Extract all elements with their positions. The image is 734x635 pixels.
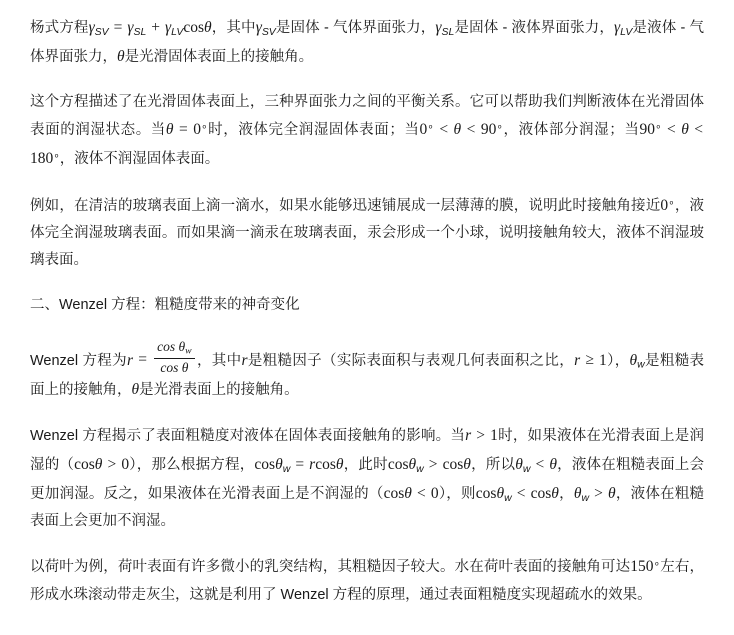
text-run: 是光滑表面上的接触角。	[139, 381, 299, 398]
math-subscript: SL	[133, 26, 147, 38]
math-relation: >	[590, 484, 607, 502]
text-run: Wenzel 方程为	[30, 352, 127, 369]
math-relation: =	[133, 351, 152, 369]
math-operator-name: 90	[639, 121, 655, 139]
math-subscript: SV	[261, 26, 276, 38]
fraction-denominator: cos θ	[160, 359, 189, 375]
math-operator-name: cos	[183, 19, 205, 36]
math-symbol: θ	[551, 484, 559, 502]
math-symbol: θ	[629, 351, 638, 369]
math-subscript: SV	[94, 26, 109, 38]
math-subscript: w	[282, 463, 291, 475]
text-run: ，	[558, 485, 574, 502]
math-relation: <	[462, 121, 480, 139]
math-operator-name: 150	[630, 558, 654, 576]
math-symbol: θ	[165, 121, 174, 139]
text-run: ，其中	[196, 352, 242, 369]
text-run: 是粗糙因子（实际表面积与表观几何表面积之比，	[247, 352, 575, 369]
math-operator-name: cos	[475, 484, 497, 502]
paragraph-young-equation	[30, 14, 704, 71]
text-run: 二、Wenzel 方程：粗糙度带来的神奇变化	[30, 296, 300, 313]
math-subscript: w	[581, 492, 590, 504]
math-symbol: γ	[613, 19, 621, 36]
math-symbol: θ	[573, 484, 582, 502]
math-symbol: θ	[94, 456, 103, 474]
text-run: ，液体完全润湿玻璃表面。而如果滴一滴汞在玻璃表面，汞会形成一个小球，说明接触角较大，液体不润湿玻璃表面。	[30, 197, 705, 268]
text-run: 是液体 - 气体界面张力，	[30, 20, 705, 65]
text-run: ，所以	[470, 457, 516, 474]
math-operator-name: 0	[660, 196, 669, 214]
text-run: 这个方程描述了在光滑固体表面上，三种界面张力之间的平衡关系。它可以帮助我们判断液体在光滑固体表面的润湿状态。当	[30, 94, 704, 139]
degree-symbol: ∘	[668, 196, 675, 208]
math-operator-name: 0	[419, 121, 428, 139]
math-symbol: γ	[255, 19, 262, 36]
degree-symbol: ∘	[496, 121, 503, 133]
math-symbol: r	[309, 456, 316, 474]
text-run: 是固体 - 气体界面张力，	[275, 20, 436, 36]
degree-symbol: ∘	[200, 121, 208, 133]
math-symbol: γ	[165, 19, 172, 36]
paragraph-wenzel-heading	[30, 292, 704, 319]
math-symbol: γ	[435, 19, 442, 36]
text-run: 是光滑固体表面上的接触角。	[124, 48, 314, 65]
math-subscript: w	[522, 463, 531, 475]
math-symbol: θ	[204, 19, 212, 36]
math-symbol: θ	[515, 456, 523, 474]
text-run: ，液体部分润湿；当	[502, 122, 640, 139]
math-operator-name: 0	[121, 456, 130, 474]
fraction-numerator: $\cos \theta_w$	[154, 339, 195, 359]
math-fraction	[154, 339, 195, 376]
math-relation: ≥	[581, 351, 599, 369]
degree-symbol: ∘	[53, 150, 60, 162]
math-relation: <	[512, 484, 530, 502]
paragraph-glass-water-example	[30, 192, 704, 274]
math-symbol: r	[241, 351, 248, 369]
paragraph-list	[30, 14, 704, 609]
text-run: 杨式方程	[30, 20, 89, 36]
math-symbol: θ	[275, 456, 283, 474]
paragraph-lotus-leaf-example	[30, 553, 704, 608]
math-symbol: r	[465, 427, 472, 445]
math-symbol: r	[574, 351, 581, 369]
math-symbol: θ	[335, 456, 344, 474]
text-run: ），	[606, 352, 630, 369]
math-operator-name: cos	[315, 456, 336, 474]
text-run: 例如，在清洁的玻璃表面上滴一滴水，如果水能够迅速铺展成一层薄薄的膜，说明此时接触角接近	[30, 197, 661, 214]
math-symbol: θ	[404, 484, 412, 502]
math-symbol: r	[126, 351, 133, 369]
math-subscript: w	[637, 359, 645, 371]
text-run: ，其中	[211, 20, 256, 36]
math-relation: <	[531, 456, 549, 474]
text-run: ，液体不润湿固体表面。	[59, 150, 220, 167]
math-symbol: θ	[453, 121, 462, 139]
math-symbol: θ	[131, 380, 140, 398]
math-symbol: θ	[463, 456, 471, 474]
math-operator-name: cos	[383, 484, 405, 502]
math-relation: <	[689, 121, 704, 139]
math-relation: +	[147, 19, 165, 36]
text-run: Wenzel 方程揭示了表面粗糙度对液体在固体表面接触角的影响。当	[30, 428, 466, 445]
math-operator-name: 1	[490, 427, 498, 445]
math-relation: >	[424, 456, 442, 474]
paragraph-wenzel-equation	[30, 339, 704, 405]
math-operator-name: cos	[442, 456, 464, 474]
text-run: ），则	[438, 485, 476, 502]
text-run: 是粗糙表面上的接触角，	[30, 352, 705, 398]
math-operator-name: cos	[387, 456, 409, 474]
text-run: 时，如果液体在光滑表面上是润湿的（	[30, 428, 704, 474]
math-symbol: θ	[681, 121, 689, 139]
math-relation: =	[109, 19, 127, 36]
text-run: ），那么根据方程，	[129, 457, 255, 474]
math-subscript: w	[504, 492, 512, 504]
math-operator-name: 0	[193, 121, 201, 139]
math-relation: <	[434, 121, 453, 139]
math-operator-name: cos	[254, 456, 276, 474]
math-symbol: θ	[549, 456, 557, 474]
degree-symbol: ∘	[427, 121, 434, 133]
math-symbol: θ	[408, 456, 417, 474]
text-run: ，液体在粗糙表面上会更加润湿。反之，如果液体在光滑表面上是不润湿的（	[30, 457, 705, 502]
math-relation: >	[472, 427, 490, 445]
math-relation: >	[103, 456, 121, 474]
math-operator-name: 0	[430, 484, 439, 502]
math-symbol: γ	[88, 19, 95, 36]
paragraph-wenzel-explanation	[30, 422, 704, 535]
math-symbol: γ	[127, 19, 134, 36]
math-relation: <	[412, 484, 430, 502]
math-subscript: w	[416, 463, 424, 475]
degree-symbol: ∘	[654, 121, 662, 133]
paragraph-equation-description	[30, 89, 704, 173]
math-operator-name: cos	[530, 484, 552, 502]
text-run: ，液体在粗糙表面上会更加不润湿。	[30, 485, 705, 530]
math-relation: =	[291, 456, 309, 474]
math-operator-name: 1	[599, 351, 607, 369]
text-run: 左右，形成水珠滚动带走灰尘，这就是利用了 Wenzel 方程的原理，通过表面粗糙度实现超疏水的效果。	[30, 559, 705, 603]
text-run: 是固体 - 液体界面张力，	[454, 20, 614, 36]
math-operator-name: cos	[74, 456, 95, 474]
math-subscript: SL	[441, 26, 455, 38]
math-operator-name: 90	[480, 121, 497, 139]
text-run: ，此时	[343, 457, 388, 474]
math-relation: =	[174, 121, 193, 139]
math-symbol: θ	[496, 484, 505, 502]
text-run: 以荷叶为例，荷叶表面有许多微小的乳突结构，其粗糙因子较大。水在荷叶表面的接触角可达	[30, 559, 631, 576]
math-subscript: w	[185, 345, 192, 357]
math-symbol: θ	[608, 484, 616, 502]
degree-symbol: ∘	[653, 558, 661, 570]
text-run: 时，液体完全润湿固体表面；当	[207, 122, 420, 139]
math-subscript: LV	[620, 26, 633, 38]
math-relation: <	[662, 121, 681, 139]
math-symbol: θ	[117, 47, 125, 65]
math-subscript: LV	[171, 26, 184, 38]
math-operator-name: 180	[30, 149, 54, 167]
